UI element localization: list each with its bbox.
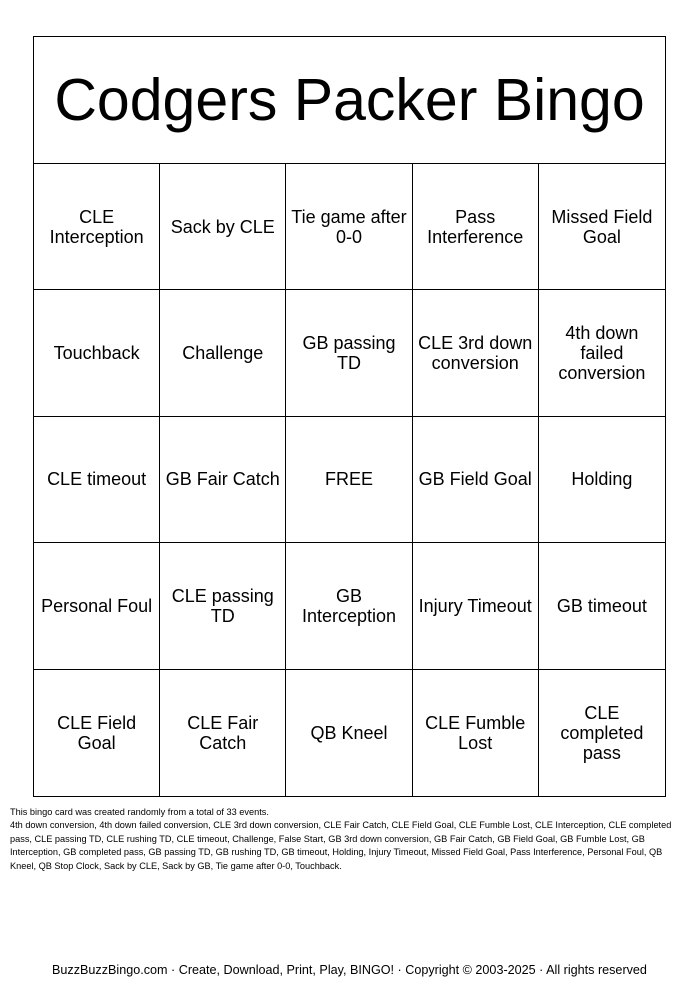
bingo-cell: Missed Field Goal	[539, 164, 665, 290]
bingo-cell: GB Interception	[286, 543, 412, 669]
bingo-cell: CLE Fumble Lost	[413, 670, 539, 796]
bingo-grid	[34, 164, 665, 796]
bingo-cell: CLE 3rd down conversion	[413, 290, 539, 416]
bingo-cell: GB Fair Catch	[160, 417, 286, 543]
bingo-cell: Injury Timeout	[413, 543, 539, 669]
bingo-cell: CLE Fair Catch	[160, 670, 286, 796]
bingo-cell: GB timeout	[539, 543, 665, 669]
bingo-cell: GB Field Goal	[413, 417, 539, 543]
bingo-card	[33, 36, 666, 797]
bingo-cell: QB Kneel	[286, 670, 412, 796]
bingo-cell: CLE timeout	[34, 417, 160, 543]
bingo-cell: Challenge	[160, 290, 286, 416]
bingo-cell: Personal Foul	[34, 543, 160, 669]
bingo-cell: GB passing TD	[286, 290, 412, 416]
card-title: Codgers Packer Bingo	[34, 37, 665, 164]
free-cell: FREE	[286, 417, 412, 543]
bingo-cell: 4th down failed conversion	[539, 290, 665, 416]
bingo-cell: Pass Interference	[413, 164, 539, 290]
card-info	[10, 806, 690, 873]
bingo-cell: Holding	[539, 417, 665, 543]
bingo-cell: Tie game after 0-0	[286, 164, 412, 290]
page-footer: BuzzBuzzBingo.com · Create, Download, Print, Play, BINGO! · Copyright © 2003-2025 · All rights reserved	[52, 963, 647, 977]
bingo-cell: Touchback	[34, 290, 160, 416]
bingo-cell: Sack by CLE	[160, 164, 286, 290]
bingo-cell: CLE Interception	[34, 164, 160, 290]
bingo-cell: CLE Field Goal	[34, 670, 160, 796]
bingo-cell: CLE completed pass	[560, 702, 644, 763]
card-summary: This bingo card was created randomly from a total of 33 events.	[10, 807, 269, 817]
event-list: 4th down conversion, 4th down failed conversion, CLE 3rd down conversion, CLE Fair Catch, CLE Field Goal, CLE Fumble Lost, CLE Interception, CLE completed pass, CLE passing TD, CLE rushing TD, CLE timeout, Challenge, False Start, GB 3rd down conversion, GB Fair Catch, GB Field Goal, GB Fumble Lost, GB Interception, GB completed pass, GB passing TD, GB rushing TD, GB timeout, Holding, Injury Timeout, Missed Field Goal, Pass Interference, Personal Foul, QB Kneel, QB Stop Clock, Sack by CLE, Sack by GB, Tie game after 0-0, Touchback.	[10, 820, 672, 871]
bingo-cell: CLE passing TD	[160, 543, 286, 669]
